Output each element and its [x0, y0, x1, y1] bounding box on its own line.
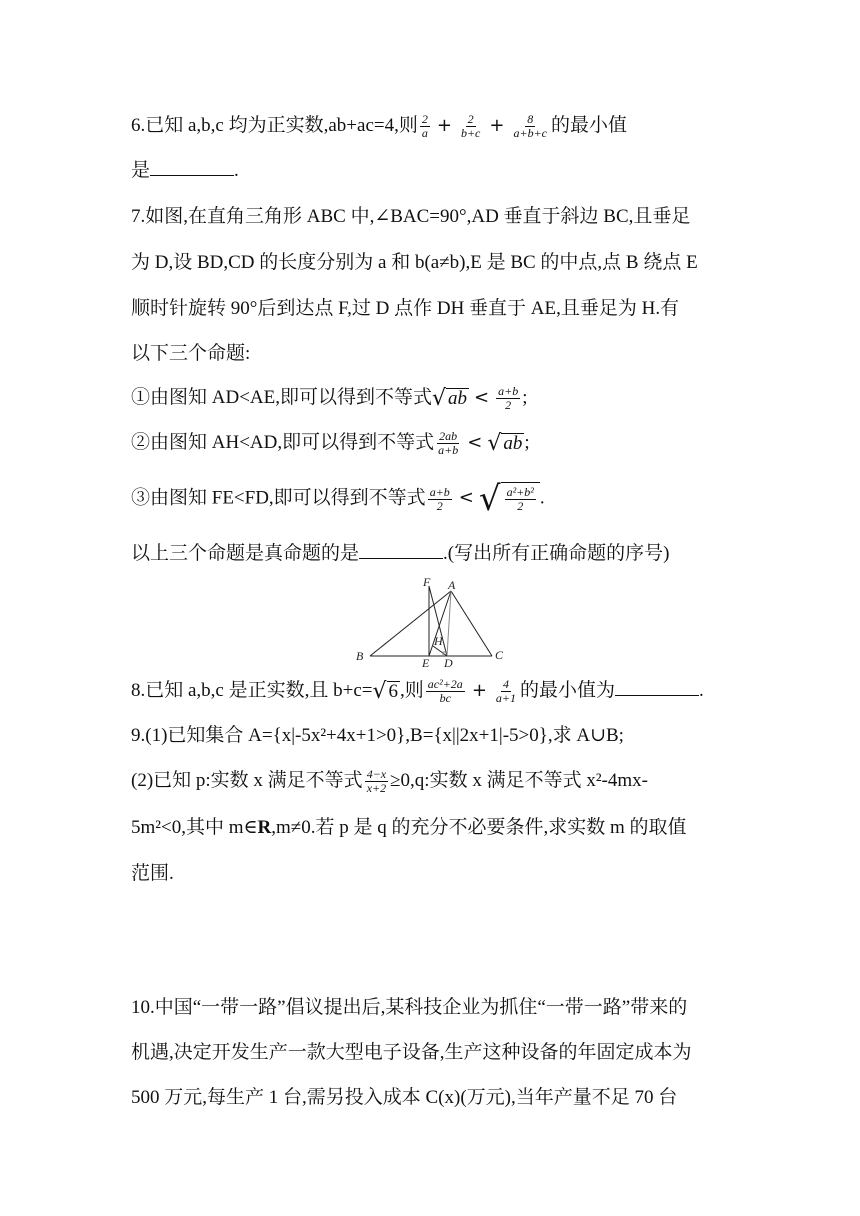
label-b: B	[356, 649, 364, 663]
sqrt-ab: √ ab	[487, 430, 523, 456]
q6-fraction-2: $\frac{2}{b+c}$	[460, 112, 481, 141]
q9-fraction: $\frac{4-x}{x+2}$	[366, 767, 387, 796]
q7-p1-fraction: $\frac{a+b}{2}$	[498, 384, 519, 413]
label-c: C	[495, 648, 504, 662]
q9-line1: 9.(1)已知集合 A={x|-5x²+4x+1>0},B={x||2x+1|-5>0},求 A∪B;	[131, 725, 624, 746]
q7-proposition-2: ②由图知 AH<AD,即可以得到不等式 $\frac{2ab}{a+b}$ < √ ab ;	[131, 429, 530, 458]
q7-conclusion: 以上三个命题是真命题的是 .(写出所有正确命题的序号)	[131, 540, 669, 568]
q7-answer-blank	[359, 540, 443, 559]
q6-suffix: 的最小值	[551, 115, 628, 136]
q6-fraction-3: $\frac{8}{a+b+c}$	[513, 112, 548, 141]
q6-fraction-1: $\frac{2}{a}$	[421, 112, 428, 141]
label-h: H	[434, 634, 443, 648]
q7-proposition-3: ③由图知 FE<FD,即可以得到不等式 $\frac{a+b}{2}$ < √ $\frac{\text{a²+b²}}{2}$ .	[131, 479, 545, 519]
q8-answer-blank	[615, 677, 699, 696]
q6-line2: 是 .	[131, 157, 239, 185]
sqrt-quadratic-mean: √ $\frac{\text{a²+b²}}{2}$	[479, 482, 540, 516]
q9-line4: 范围.	[131, 863, 174, 884]
q10-line1: 10.中国“一带一路”倡议提出后,某科技企业为抓住“一带一路”带来的	[131, 997, 688, 1018]
q8-line: 8.已知 a,b,c 是正实数,且 b+c= √ 6 ,则 $\frac{\text{ac²+2a}}{bc}$ + $\frac{4}{a+1}$ 的最小值为 .	[131, 677, 704, 706]
q7-line3: 顺时针旋转 90°后到达点 F,过 D 点作 DH 垂直于 AE,且垂足为 H.有	[131, 298, 680, 319]
q6-answer-blank	[150, 157, 234, 176]
label-a: A	[448, 578, 456, 592]
q6-line1: 6.已知 a,b,c 均为正实数,ab+ac=4,则 $\frac{2}{a}$ + $\frac{2}{b+c}$ + $\frac{8}{a+b+c}$ 的最小值	[131, 112, 628, 141]
label-e: E	[422, 656, 430, 670]
q9-line3: 5m²<0,其中 m∈R,m≠0.若 p 是 q 的充分不必要条件,求实数 m 的取值	[131, 817, 687, 838]
label-d: D	[444, 656, 453, 670]
triangle-figure	[352, 574, 510, 670]
q7-line4: 以下三个命题:	[131, 343, 251, 364]
q8-fraction-1: $\frac{\text{ac²+2a}}{bc}$	[427, 677, 463, 706]
q7-line2: 为 D,设 BD,CD 的长度分别为 a 和 b(a≠b),E 是 BC 的中点,点 B 绕点 E	[131, 252, 698, 273]
label-f: F	[423, 575, 431, 589]
q10-line2: 机遇,决定开发生产一款大型电子设备,生产这种设备的年固定成本为	[131, 1042, 692, 1063]
side-ac	[451, 591, 492, 656]
sqrt-ab: √ ab	[432, 385, 468, 411]
sqrt-6: √ 6	[372, 678, 399, 704]
q7-line1: 7.如图,在直角三角形 ABC 中,∠BAC=90°,AD 垂直于斜边 BC,且垂足	[131, 206, 691, 227]
q6-prefix: 6.已知 a,b,c 均为正实数,ab+ac=4,则	[131, 115, 418, 136]
q7-p2-fraction: $\frac{2ab}{a+b}$	[438, 429, 459, 458]
q7-proposition-1: ①由图知 AD<AE,即可以得到不等式 √ ab < $\frac{a+b}{2}$ ;	[131, 384, 528, 413]
q7-p3-fraction: $\frac{a+b}{2}$	[429, 484, 450, 513]
q9-line2: (2)已知 p:实数 x 满足不等式 $\frac{4-x}{x+2}$ ≥0,q:实数 x 满足不等式 x²-4mx-	[131, 767, 648, 796]
q10-line3: 500 万元,每生产 1 台,需另投入成本 C(x)(万元),当年产量不足 70 台	[131, 1087, 678, 1108]
q8-fraction-2: $\frac{4}{a+1}$	[495, 677, 517, 706]
